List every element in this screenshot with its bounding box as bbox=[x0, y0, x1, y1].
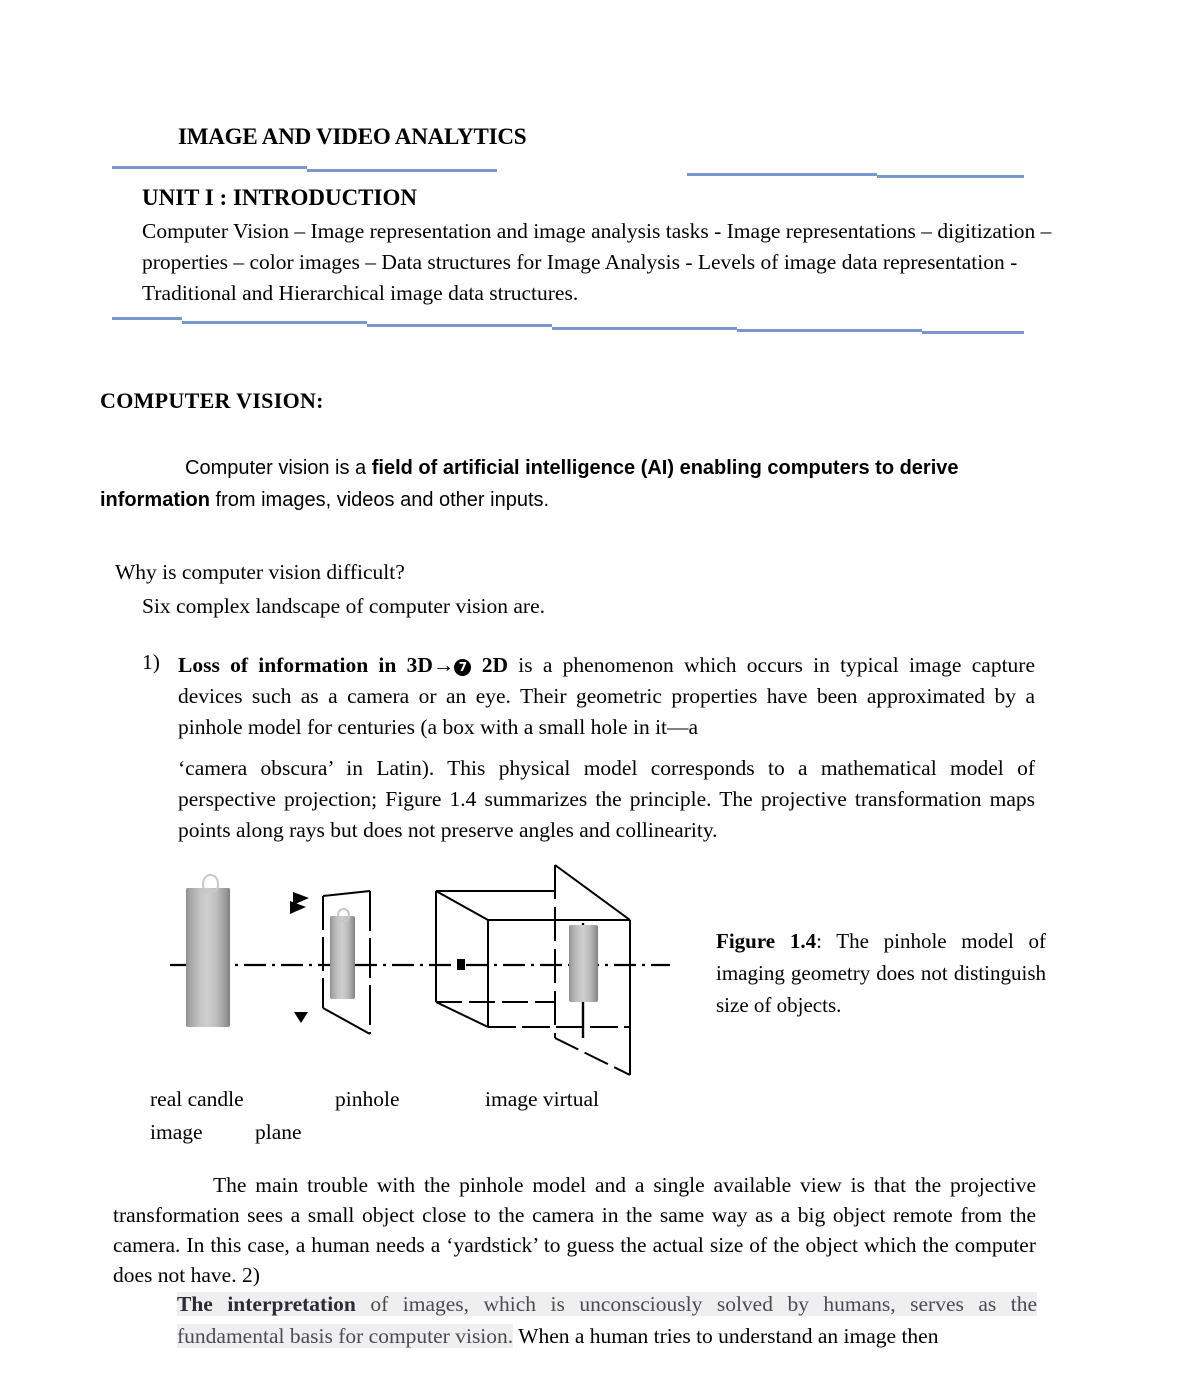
figure-caption-text: : The pinhole model of imaging geometry does not distinguish size of objects. bbox=[716, 929, 1047, 1017]
item1-rest: is a phenomenon which occurs in typical image capture devices such as a camera or an eye. Their geometric properties have been approximated by a pinhole model for centuries (a box with a small hole in it—a bbox=[178, 653, 1036, 739]
closing-paragraph-text: The main trouble with the pinhole model and a single available view is that the projective transformation sees a small object close to the camera in the same way as a big object remote from the camera. In this case, a human needs a ‘yardstick’ to guess the actual size of the object which the computer does not have. 2) bbox=[113, 1173, 1036, 1287]
item1-paragraph-2: ‘camera obscura’ in Latin). This physical model corresponds to a mathematical model of perspective projection; Figure 1.4 summarizes the principle. The projective transformation maps points along rays but does not preserve angles and collinearity. bbox=[178, 756, 1035, 842]
interpretation-rest: of images, which is unconsciously solved by humans, serves as the fundamental basis for computer vision. bbox=[177, 1292, 1037, 1348]
why-question: Why is computer vision difficult? bbox=[115, 560, 405, 584]
virtual-candle-image bbox=[569, 925, 598, 1002]
divider-bottom bbox=[112, 316, 1024, 330]
interpretation-paragraph bbox=[177, 1288, 1037, 1352]
pinhole-plane-bottom bbox=[323, 1008, 370, 1034]
virtual-plane-top bbox=[555, 865, 630, 920]
page-title: IMAGE AND VIDEO ANALYTICS bbox=[178, 124, 527, 149]
interpretation-tail: When a human tries to understand an image then bbox=[513, 1324, 939, 1348]
pinhole-model-figure bbox=[170, 860, 670, 1090]
six-complex-line: Six complex landscape of computer vision are. bbox=[142, 594, 546, 618]
figure-label-plane: plane bbox=[255, 1120, 302, 1144]
figure-label-real-candle: real candle bbox=[150, 1087, 244, 1111]
list-item-1 bbox=[142, 650, 1035, 846]
pinhole-center-mark bbox=[457, 959, 465, 970]
definition-lead: Computer vision is a bbox=[185, 457, 372, 479]
figure-label-image: image bbox=[150, 1120, 203, 1144]
box-edge-bottom-left bbox=[436, 1002, 488, 1027]
interpretation-bold: The interpretation bbox=[177, 1292, 356, 1316]
pinhole-plane-candle-image bbox=[330, 916, 355, 999]
arrow-down-marker bbox=[294, 1012, 308, 1023]
real-candle-wick bbox=[202, 874, 219, 893]
unit-syllabus: Computer Vision – Image representation and image analysis tasks - Image representations – digitization – properties – color images – Data structures for Image Analysis - Levels of image data representation - Traditional and Hierarchical image data structures. bbox=[142, 219, 1052, 305]
divider-top bbox=[112, 164, 1024, 178]
computer-vision-definition bbox=[100, 452, 1045, 516]
list-marker: 1) bbox=[142, 650, 160, 674]
figure-caption-label: Figure 1.4 bbox=[716, 929, 817, 953]
item1-bold-tail: 2D bbox=[481, 653, 508, 677]
virtual-plane-bottom bbox=[555, 1038, 630, 1075]
list-item-1-body bbox=[178, 650, 1035, 743]
arrow-up-marker-2 bbox=[290, 901, 306, 914]
figure-caption bbox=[716, 925, 1046, 1021]
item1-bold-lead: Loss of information in 3D→ bbox=[178, 653, 455, 677]
circled-seven-icon: 7 bbox=[454, 659, 471, 676]
figure-label-image-virtual: image virtual bbox=[485, 1087, 600, 1111]
definition-tail: from images, videos and other inputs. bbox=[210, 489, 550, 511]
box-edge-top-left bbox=[436, 891, 488, 920]
computer-vision-heading: COMPUTER VISION: bbox=[100, 388, 324, 413]
real-candle-image bbox=[186, 888, 230, 1027]
figure-label-pinhole: pinhole bbox=[335, 1087, 400, 1111]
closing-paragraph bbox=[113, 1170, 1036, 1290]
pinhole-plane-candle-wick bbox=[337, 908, 350, 922]
pinhole-plane-top bbox=[323, 891, 370, 896]
definition-bold: field of artificial intelligence (AI) enabling computers to derive information bbox=[100, 457, 959, 511]
unit-heading: UNIT I : INTRODUCTION bbox=[142, 185, 417, 210]
